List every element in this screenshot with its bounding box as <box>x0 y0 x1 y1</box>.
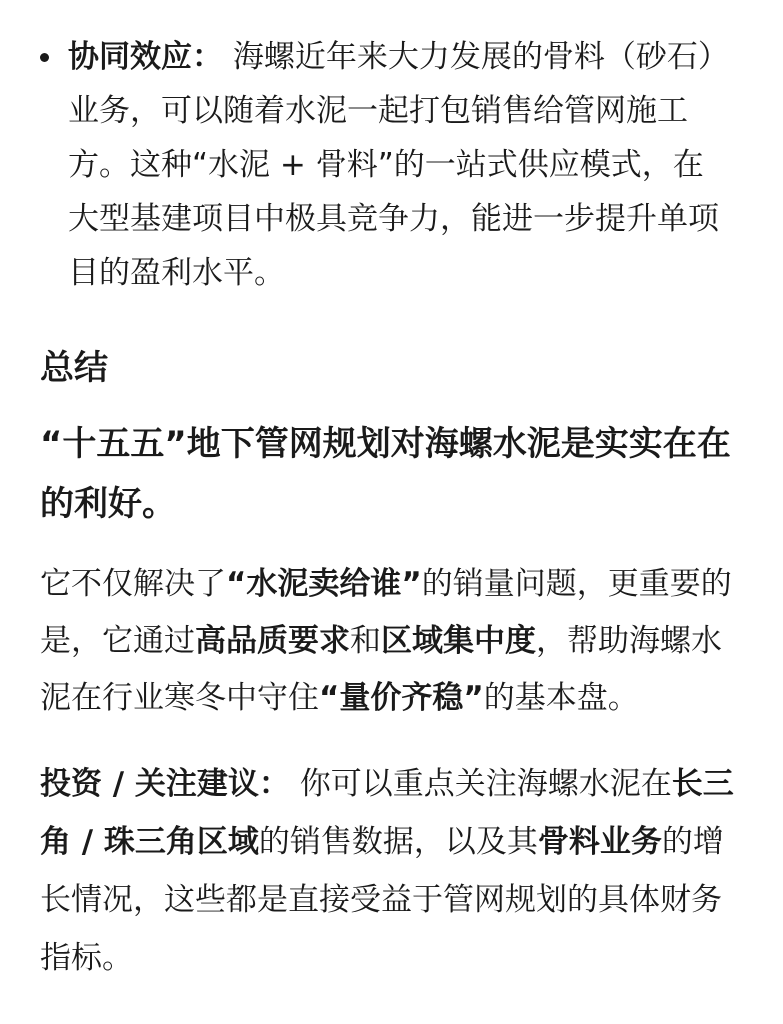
bold-segment: 长三角 / 珠三角区域 <box>40 766 734 860</box>
paragraph-conclusion <box>40 556 740 727</box>
summary-heading: 总结 <box>40 348 108 388</box>
bold-segment: 高品质要求 <box>195 623 350 659</box>
summary-highlight: “十五五”地下管网规划对海螺水泥是实实在在的利好。 <box>40 424 731 524</box>
bold-segment: “量价齐稳” <box>319 680 484 716</box>
text-segment: 的基本盘。 <box>483 680 639 716</box>
bold-segment: 投资 / 关注建议： <box>40 766 290 802</box>
bullet-label: 协同效应： <box>68 39 223 75</box>
bullet-text <box>68 30 728 300</box>
text-segment: ，帮助海螺水泥在行业寒冬中守住 <box>40 623 722 716</box>
bold-segment: “水泥卖给谁” <box>226 566 422 602</box>
text-segment: 的销售数据，以及其 <box>258 824 538 860</box>
text-segment: 的销量问题，更重要的是，它通过 <box>40 566 732 659</box>
bold-segment: 区域集中度 <box>381 623 536 659</box>
paragraph-advice <box>40 755 740 987</box>
text-segment: 和 <box>350 623 381 659</box>
bold-segment: 骨料业务 <box>537 824 662 860</box>
article-body <box>40 0 740 987</box>
text-segment: 你可以重点关注海螺水泥在 <box>289 766 672 802</box>
text-segment: 它不仅解决了 <box>40 566 226 602</box>
bullet-body: 海螺近年来大力发展的骨料（砂石）业务，可以随着水泥一起打包销售给管网施工方。这种“水泥 + 骨料”的一站式供应模式，在大型基建项目中极具竞争力，能进一步提升单项目的盈利水平。 <box>68 39 719 291</box>
bullet-dot <box>40 53 49 62</box>
bullet-item-synergy <box>40 30 740 300</box>
text-segment: 的增长情况，这些都是直接受益于管网规划的具体财务指标。 <box>40 824 724 976</box>
